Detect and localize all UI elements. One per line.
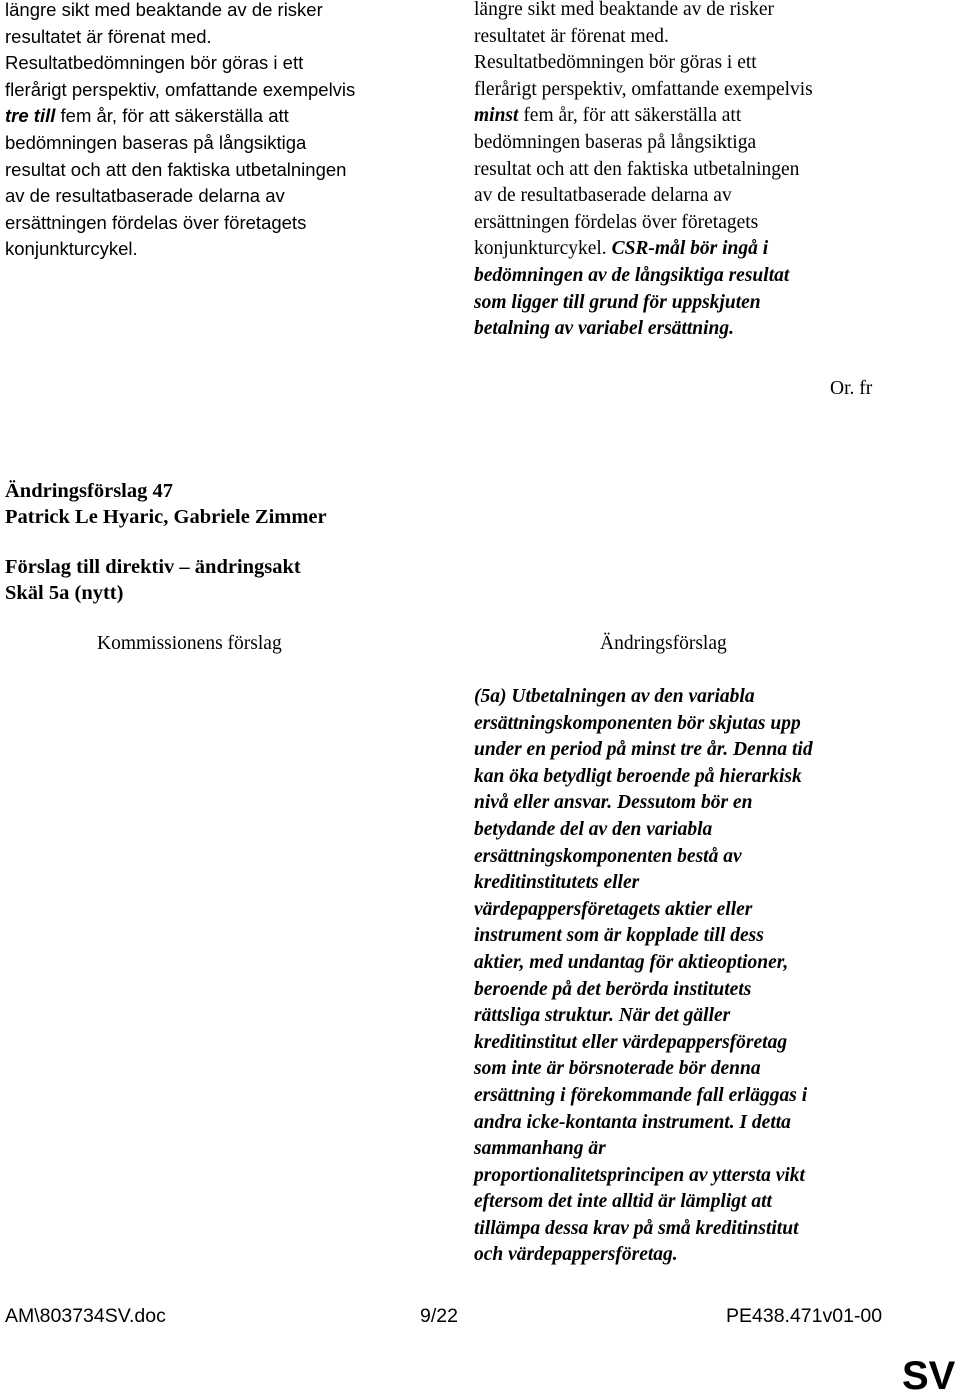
text-line: eftersom det inte alltid är lämpligt att bbox=[474, 1191, 772, 1213]
text-line: (5a) Utbetalningen av den variabla bbox=[474, 686, 755, 707]
emphasis-text: minst bbox=[474, 105, 519, 127]
text-line: flerårigt perspektiv, omfattande exempelvis bbox=[474, 78, 813, 100]
proposal-title: Förslag till direktiv – ändringsakt bbox=[5, 556, 301, 578]
text-line: Resultatbedömningen bör göras i ett bbox=[474, 52, 757, 74]
text-line: andra icke-kontanta instrument. I detta bbox=[474, 1111, 791, 1133]
text-line: proportionalitetsprincipen av yttersta vikt bbox=[474, 1164, 805, 1186]
amendment-authors: Patrick Le Hyaric, Gabriele Zimmer bbox=[5, 506, 327, 528]
text-line: resultatet är förenat med. bbox=[5, 25, 212, 47]
emphasis-text: tre till bbox=[5, 105, 56, 127]
text-line: ersättning i förekommande fall erläggas i bbox=[474, 1084, 808, 1106]
proposal-heading bbox=[5, 554, 301, 606]
language-code: SV bbox=[902, 1354, 956, 1398]
text-line: ersättningen fördelas över företagets bbox=[5, 211, 307, 233]
text-line: bedömningen baseras på långsiktiga bbox=[474, 131, 757, 153]
text-line: kreditinstitutets eller bbox=[474, 872, 640, 894]
text-line: minst fem år, för att säkerställa att bbox=[474, 105, 742, 127]
text-line: av de resultatbaserade delarna av bbox=[5, 185, 285, 207]
text-line: som ligger till grund för uppskjuten bbox=[474, 291, 761, 313]
amended-text bbox=[474, 0, 894, 343]
text-line: nivå eller ansvar. Dessutom bör en bbox=[474, 792, 753, 814]
amendment-number: Ändringsförslag 47 bbox=[5, 480, 174, 502]
text-line: Resultatbedömningen bör göras i ett bbox=[5, 52, 304, 74]
text-line: under en period på minst tre år. Denna tid bbox=[474, 739, 813, 761]
commission-text bbox=[5, 0, 425, 263]
text-line: betydande del av den variabla bbox=[474, 818, 713, 840]
text-line: aktier, med undantag för aktieoptioner, bbox=[474, 951, 789, 973]
text-line: instrument som är kopplade till dess bbox=[474, 925, 764, 947]
amendment-text bbox=[474, 684, 904, 1269]
text-line: rättsliga struktur. När det gäller bbox=[474, 1005, 731, 1027]
text-line: längre sikt med beaktande av de risker bbox=[474, 0, 774, 20]
emphasis-text: CSR-mål bör ingå i bbox=[611, 238, 769, 260]
amendment-heading bbox=[5, 478, 327, 530]
text-line: tillämpa dessa krav på små kreditinstitut bbox=[474, 1217, 799, 1239]
text-line: bedömningen av de långsiktiga resultat bbox=[474, 264, 790, 286]
text-line: och värdepappersföretag. bbox=[474, 1244, 678, 1266]
original-language-label: Or. fr bbox=[830, 378, 873, 399]
footer-doc-id: AM\803734SV.doc bbox=[5, 1305, 166, 1327]
text-line: som inte är börsnoterade bör denna bbox=[474, 1058, 761, 1080]
text-line: sammanhang är bbox=[474, 1138, 606, 1160]
text-line: resultat och att den faktiska utbetalningen bbox=[5, 158, 347, 180]
text-line: kreditinstitut eller värdepappersföretag bbox=[474, 1031, 788, 1053]
column-header-commission: Kommissionens förslag bbox=[97, 633, 282, 654]
text-line: av de resultatbaserade delarna av bbox=[474, 185, 732, 207]
text-line: resultat och att den faktiska utbetalningen bbox=[474, 158, 800, 180]
text-line: bedömningen baseras på långsiktiga bbox=[5, 131, 307, 153]
text-line: tre till fem år, för att säkerställa att bbox=[5, 105, 289, 127]
text-line: värdepappersföretagets aktier eller bbox=[474, 898, 753, 920]
text-line: resultatet är förenat med. bbox=[474, 25, 669, 47]
text-line: beroende på det berörda institutets bbox=[474, 978, 752, 1000]
text-line: längre sikt med beaktande av de risker bbox=[5, 0, 323, 20]
recital-label: Skäl 5a (nytt) bbox=[5, 582, 124, 604]
text-line: ersättningen fördelas över företagets bbox=[474, 211, 759, 233]
footer-page-number: 9/22 bbox=[420, 1305, 458, 1327]
footer-reference: PE438.471v01-00 bbox=[726, 1305, 883, 1327]
text-line: kan öka betydligt beroende på hierarkisk bbox=[474, 765, 802, 787]
text-line: ersättningskomponenten bör skjutas upp bbox=[474, 712, 801, 734]
text-line: betalning av variabel ersättning. bbox=[474, 318, 735, 340]
text-line: ersättningskomponenten bestå av bbox=[474, 845, 742, 867]
text-line: konjunkturcykel. bbox=[5, 238, 138, 260]
text-line: flerårigt perspektiv, omfattande exempelvis bbox=[5, 78, 356, 100]
text-line: konjunkturcykel. CSR-mål bör ingå i bbox=[474, 238, 769, 260]
column-header-amendment: Ändringsförslag bbox=[600, 633, 727, 654]
